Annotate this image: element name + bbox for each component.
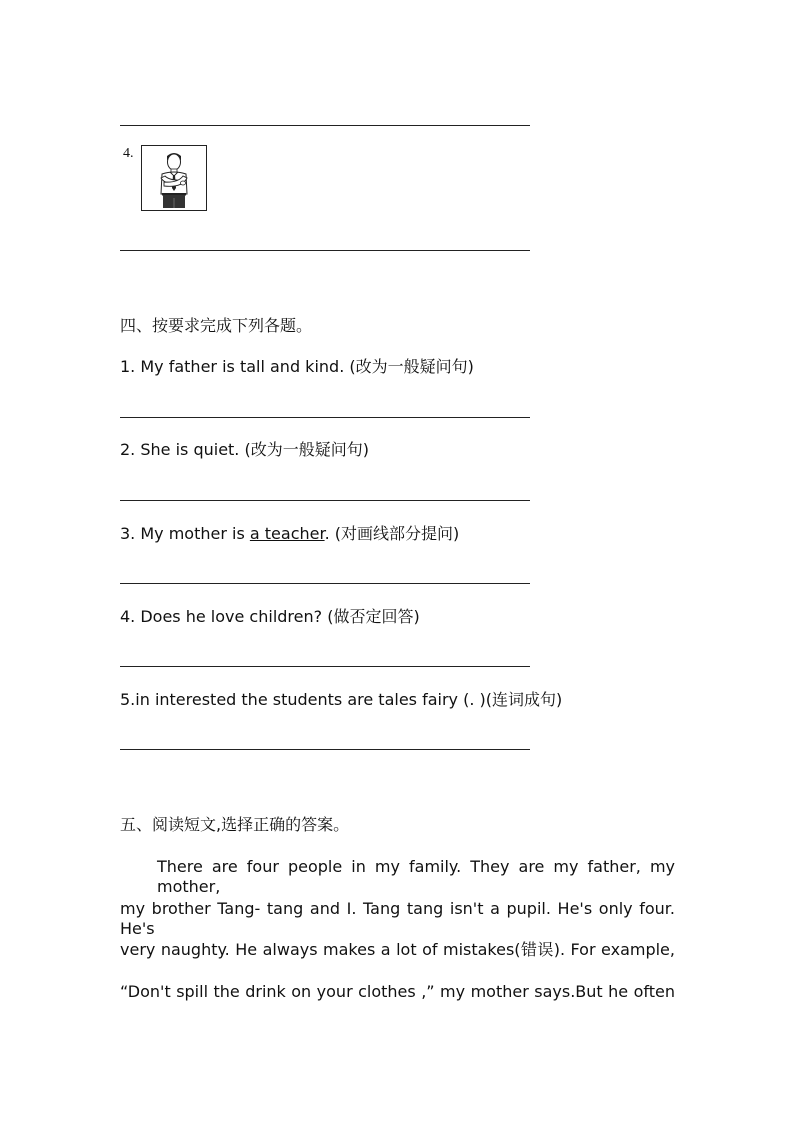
picture-item-number: 4. [123,146,134,161]
passage-line: “Don't spill the drink on your clothes ,” my mother says.But he often [120,982,675,1001]
question-4: 4. Does he love children? (做否定回答) [120,607,420,626]
question-3-prefix: 3. My mother is [120,524,250,543]
answer-line [120,250,530,251]
question-3 [120,524,459,544]
answer-line[interactable] [120,583,530,584]
answer-line[interactable] [120,749,530,750]
passage-line: my brother Tang- tang and I. Tang tang isn't a pupil. He's only four. He's [120,899,675,938]
passage-line: very naughty. He always makes a lot of mistakes(错误). For example, [120,940,675,959]
question-3-suffix: . (对画线部分提问) [324,524,460,543]
question-5: 5.in interested the students are tales fairy (. )(连词成句) [120,690,563,709]
answer-line[interactable] [120,500,530,501]
question-1: 1. My father is tall and kind. (改为一般疑问句) [120,357,474,376]
question-2: 2. She is quiet. (改为一般疑问句) [120,440,369,459]
man-crossed-arms-illustration [141,145,207,211]
section-4-title: 四、按要求完成下列各题。 [120,316,313,335]
passage-line: There are four people in my family. They are my father, my mother, [157,857,675,896]
question-3-underlined-phrase: a teacher [249,524,325,543]
answer-line [120,125,530,126]
section-5-title: 五、阅读短文,选择正确的答案。 [120,815,350,834]
answer-line[interactable] [120,666,530,667]
answer-line[interactable] [120,417,530,418]
